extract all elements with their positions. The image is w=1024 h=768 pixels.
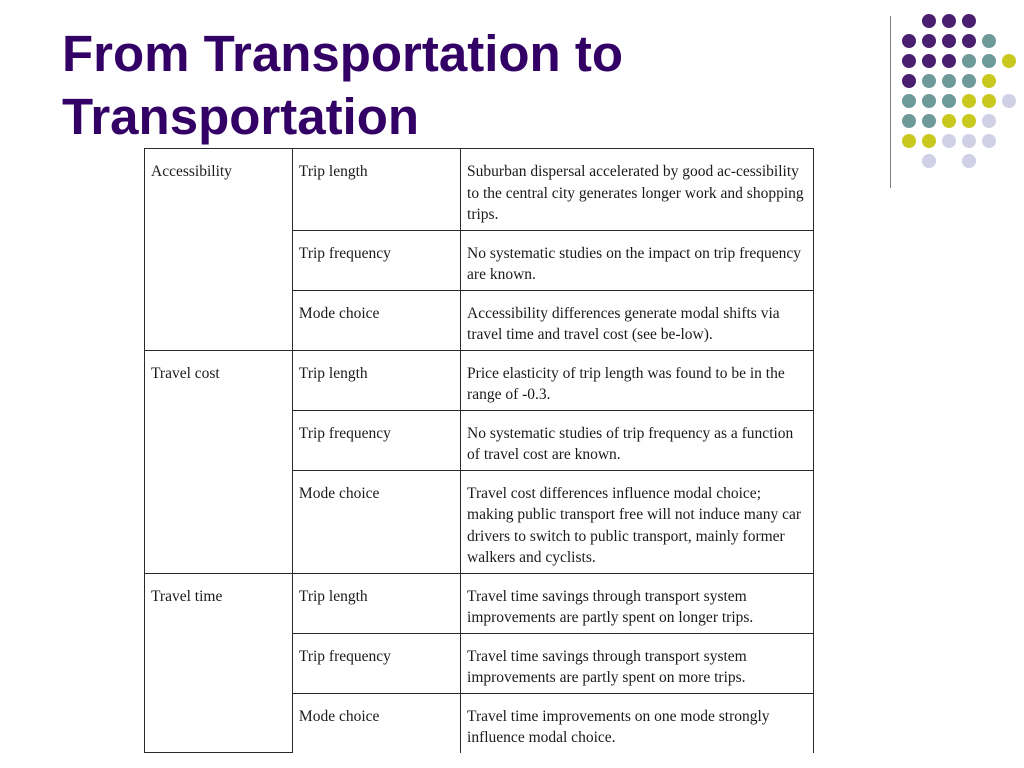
decorative-divider-line [890,16,891,188]
slide-title-line-2: Transportation [62,85,427,148]
decorative-dot [902,94,916,108]
finding-cell: Travel time savings through transport system improvements are partly spent on longer trips. [461,573,814,633]
decorative-dot [942,14,956,28]
slide-title [62,22,842,148]
decorative-dot [942,134,956,148]
decorative-dot [942,54,956,68]
finding-cell: Travel time savings through transport system improvements are partly spent on more trips. [461,633,814,693]
decorative-dot [962,74,976,88]
decorative-dot [982,134,996,148]
effect-cell: Mode choice [292,470,460,573]
decorative-dot [922,74,936,88]
table-row [145,149,814,231]
decorative-dot [922,114,936,128]
decorative-dot [982,34,996,48]
effect-cell: Trip length [292,350,460,410]
scanned-table-image [144,148,814,760]
finding-cell: Price elasticity of trip length was found to be in the range of -0.3. [461,350,814,410]
decorative-dot [942,114,956,128]
decorative-dot [902,134,916,148]
factor-cell-accessibility: Accessibility [145,149,293,351]
decorative-dot [942,34,956,48]
decorative-dot [962,14,976,28]
decorative-dot [962,54,976,68]
decorative-dot [922,154,936,168]
decorative-dot [902,34,916,48]
finding-cell: Accessibility differences generate modal shifts via travel time and travel cost (see be-low). [461,290,814,350]
finding-cell: No systematic studies on the impact on trip frequency are known. [461,230,814,290]
decorative-dot [982,94,996,108]
decorative-dot [902,74,916,88]
table-row [145,573,814,633]
factor-cell-travel-cost: Travel cost [145,350,293,573]
effect-cell: Trip length [292,149,460,231]
finding-cell: Travel time improvements on one mode strongly influence modal choice. [461,693,814,753]
finding-cell: Suburban dispersal accelerated by good ac-cessibility to the central city generates longer work and shopping trips. [461,149,814,231]
effect-cell: Trip frequency [292,633,460,693]
decorative-dot [942,94,956,108]
factor-cell-travel-time: Travel time [145,573,293,753]
transport-effects-table [144,148,814,753]
decorative-dot [922,34,936,48]
decorative-dot [922,134,936,148]
decorative-dot [922,54,936,68]
effect-cell: Mode choice [292,693,460,753]
decorative-dot [982,54,996,68]
decorative-dot [922,14,936,28]
effect-cell: Trip length [292,573,460,633]
effect-cell: Trip frequency [292,410,460,470]
decorative-dot [962,134,976,148]
decorative-dot [902,114,916,128]
effect-cell: Mode choice [292,290,460,350]
effect-cell: Trip frequency [292,230,460,290]
decorative-dot [1002,94,1016,108]
decorative-dot [962,114,976,128]
decorative-dot [1002,54,1016,68]
decorative-dot-grid [906,14,1016,166]
decorative-dot [962,34,976,48]
finding-cell: No systematic studies of trip frequency as a function of travel cost are known. [461,410,814,470]
table-row [145,350,814,410]
decorative-dot [962,94,976,108]
decorative-dot [942,74,956,88]
decorative-dot [922,94,936,108]
slide-title-line-1: From Transportation to [62,25,623,82]
decorative-dot [962,154,976,168]
decorative-dot [902,54,916,68]
decorative-dot [982,74,996,88]
decorative-dot [982,114,996,128]
finding-cell: Travel cost differences influence modal choice; making public transport free will not induce many car drivers to switch to public transport, mainly former walkers and cyclists. [461,470,814,573]
